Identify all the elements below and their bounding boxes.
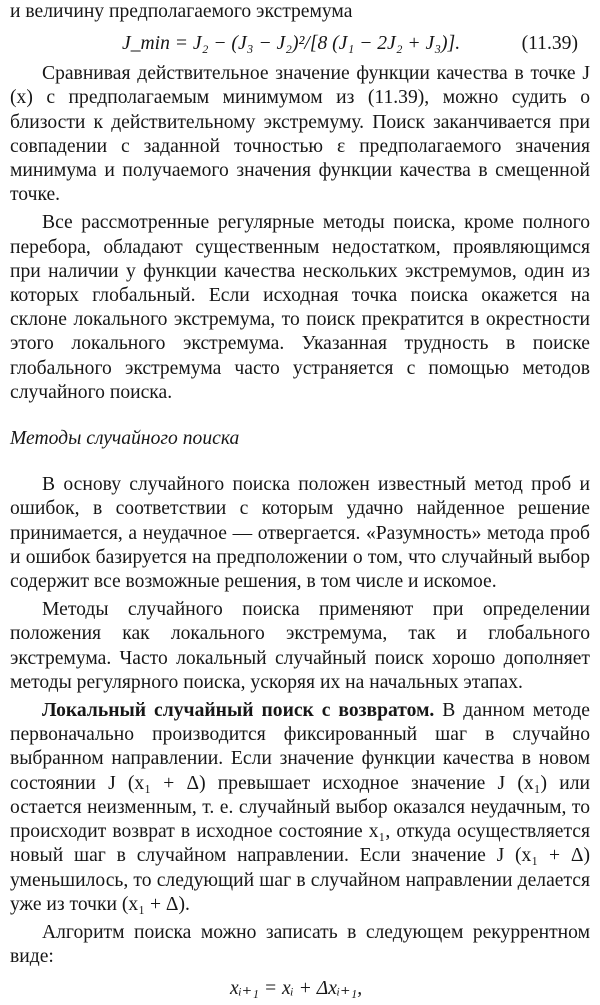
paragraph-comparison: Сравнивая действительное значение функции качества в точке J (x) с предполагаемым минимумом из (11.39), можно судить о близости к действительному экстремуму. Поиск заканчивается при совпадении с заданной точностью ε предполагаемого значения минимума и получаемого значения функции качества в смещенной точке. [10, 63, 590, 206]
equation-recurrent-formula: xᵢ₊₁ = xᵢ + Δxᵢ₊₁, [230, 978, 363, 1000]
equation-11-39 [10, 24, 590, 62]
paragraph-random-application: Методы случайного поиска применяют при определении положения как локального экстремума, так и глобального экстремума. Часто локальный случайный поиск хорошо дополняет методы регулярного поиска, ускоряя их на начальных этапах. [10, 599, 590, 693]
intro-line: и величину предполагаемого экстремума [10, 1, 353, 22]
run-in-heading: Локальный случайный поиск с возвратом. [42, 700, 435, 722]
equation-number: (11.39) [521, 33, 578, 55]
paragraph-local-search-text: В данном методе первоначально производится фиксированный шаг в случайно выбранном направлении. Если значение функции качества в новом состоянии J (x₁ + Δ) превышает исходное значение J (x₁) или остается неизменным, т. е. случайный выбор оказался неудачным, то происходит возврат в исходное состояние x₁, откуда осуществляется новый шаг в случайном направлении. Если значение J (x₁ + Δ) уменьшилось, то следующий шаг в случайном направлении делается уже из точки (x₁ + Δ). [10, 700, 590, 915]
paragraph-local-search [10, 699, 590, 917]
paragraph-algorithm: Алгоритм поиска можно записать в следующем рекуррентном виде: [10, 921, 590, 968]
equation-formula: J_min = J₂ − (J₃ − J₂)²/[8 (J₁ − 2J₂ + J₃)]. [122, 33, 461, 55]
paragraph-random-basis: В основу случайного поиска положен известный метод проб и ошибок, в соответствии с которым удачно найденное решение принимается, а неудачное — отвергается. «Разумность» метода проб и ошибок базируется на предположении о том, что случайный выбор содержит все возможные решения, в том числе и искомое. [10, 474, 590, 593]
equation-recurrent [10, 975, 590, 1005]
section-heading: Методы случайного поиска [10, 428, 240, 450]
paragraph-regular-methods: Все рассмотренные регулярные методы поиска, кроме полного перебора, обладают существенным недостатком, проявляющимся при наличии у функции качества нескольких экстремумов, один из которых глобальный. Если исходная точка поиска окажется на склоне локального экстремума, то поиск прекратится в окрестности этого локального экстремума. Указанная трудность в поиске глобального экстремума часто устраняется с помощью методов случайного поиска. [10, 212, 590, 403]
